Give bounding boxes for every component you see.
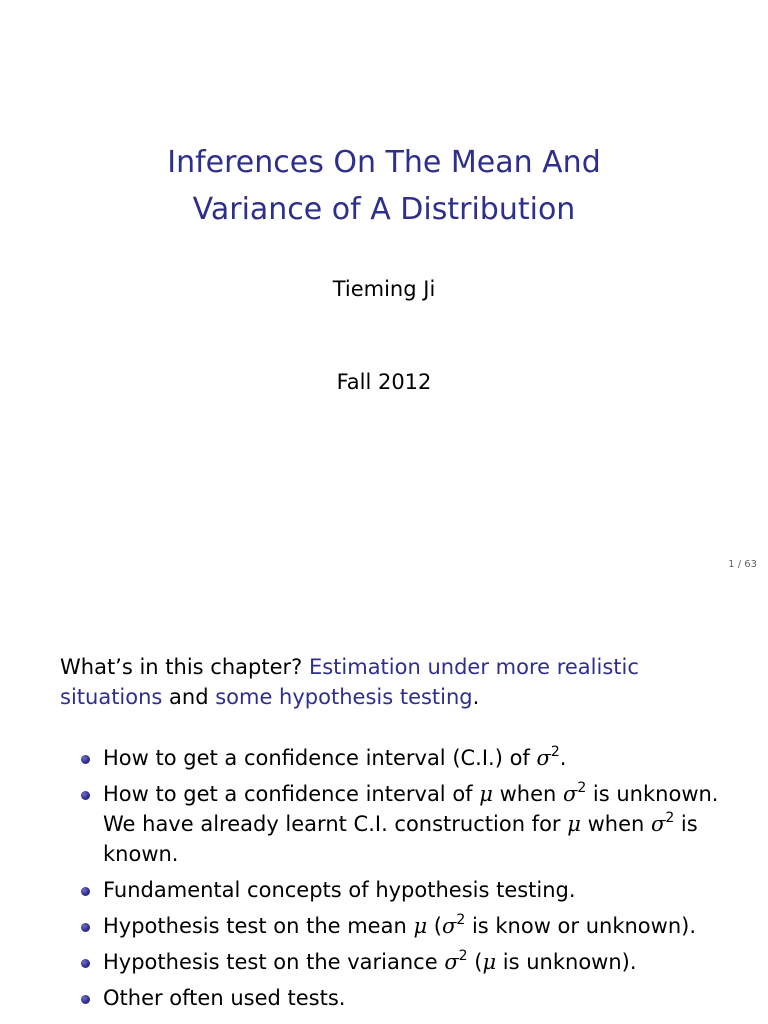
- sigma-symbol: σ: [650, 812, 666, 836]
- author-name: Tieming Ji: [332, 277, 436, 301]
- topic-list: [80, 743, 730, 1019]
- exponent: 2: [458, 948, 468, 964]
- bullet-text: is known.: [103, 812, 698, 866]
- list-item: [80, 911, 730, 941]
- sigma-symbol: σ: [536, 746, 551, 770]
- intro-highlight-estimation: Estimation under more realistic situations: [60, 655, 639, 709]
- intro-text: and: [162, 685, 216, 709]
- mu-symbol: μ: [413, 914, 428, 938]
- bullet-text: How to get a confidence interval of: [103, 782, 480, 806]
- intro-highlight-hypothesis: some hypothesis testing: [215, 685, 473, 709]
- bullet-text: is know or unknown).: [465, 914, 697, 938]
- list-item: [80, 779, 730, 869]
- exponent: 2: [456, 912, 466, 928]
- title-line-1: Inferences On The Mean And: [167, 145, 601, 180]
- bullet-icon: [81, 959, 90, 968]
- mu-symbol: μ: [482, 950, 497, 974]
- bullet-text: when: [492, 782, 563, 806]
- exponent: 2: [550, 744, 560, 760]
- mu-symbol: μ: [479, 782, 493, 806]
- bullet-text: How to get a confidence interval (C.I.) of: [103, 746, 537, 770]
- bullet-icon: [81, 995, 90, 1004]
- list-item: [80, 875, 730, 905]
- presentation-date: Fall 2012: [336, 370, 432, 394]
- bullet-icon: [81, 887, 90, 896]
- bullet-text: Other often used tests.: [103, 986, 346, 1010]
- intro-text: .: [472, 685, 480, 709]
- list-item: [80, 983, 730, 1013]
- bullet-text: Hypothesis test on the mean: [103, 914, 414, 938]
- slide-title: [0, 139, 768, 233]
- bullet-text: is unknown).: [496, 950, 637, 974]
- list-item: [80, 743, 730, 773]
- chapter-intro: [60, 652, 720, 712]
- exponent: 2: [665, 810, 675, 826]
- exponent: 2: [577, 780, 587, 796]
- intro-text: What’s in this chapter?: [60, 655, 309, 679]
- bullet-icon: [81, 755, 90, 764]
- bullet-icon: [81, 791, 90, 800]
- bullet-text: Hypothesis test on the variance: [103, 950, 445, 974]
- title-line-2: Variance of A Distribution: [192, 192, 576, 227]
- bullet-text: (: [467, 950, 483, 974]
- overview-slide: [0, 595, 768, 1024]
- bullet-text: when: [580, 812, 651, 836]
- sigma-symbol: σ: [562, 782, 578, 806]
- page-number: 1 / 63: [728, 559, 757, 570]
- bullet-text: .: [559, 746, 567, 770]
- bullet-icon: [81, 923, 90, 932]
- sigma-symbol: σ: [444, 950, 459, 974]
- bullet-text: Fundamental concepts of hypothesis testing.: [103, 878, 576, 902]
- bullet-text: (: [427, 914, 442, 938]
- bullet-text: is unknown. We have already learnt C.I. construction for: [103, 782, 719, 836]
- sigma-symbol: σ: [442, 914, 457, 938]
- mu-symbol: μ: [567, 812, 581, 836]
- list-item: [80, 947, 730, 977]
